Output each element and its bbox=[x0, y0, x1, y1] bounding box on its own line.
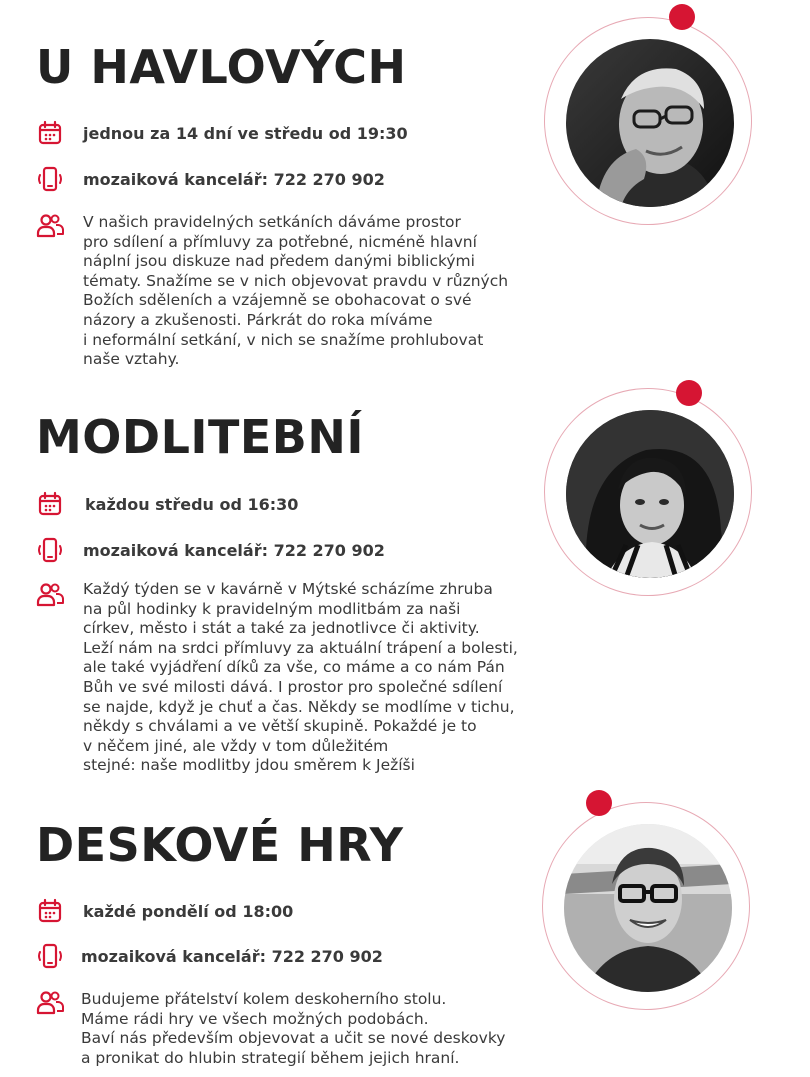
calendar-icon bbox=[36, 897, 64, 925]
description-line: Každý týden se v kavárně v Mýtské scházíme zhruba bbox=[83, 580, 493, 598]
phone-icon bbox=[36, 165, 64, 193]
portrait-photo bbox=[564, 824, 732, 992]
contact-row bbox=[36, 536, 64, 564]
people-icon bbox=[36, 988, 64, 1016]
schedule-text: jednou za 14 dní ve středu od 19:30 bbox=[83, 124, 408, 143]
description-text bbox=[83, 213, 553, 370]
description-line: náplní jsou diskuze nad předem danými biblickými bbox=[83, 252, 475, 271]
accent-dot bbox=[586, 790, 612, 816]
description-text bbox=[83, 580, 553, 776]
description-row bbox=[36, 211, 64, 239]
contact-text: mozaiková kancelář: 722 270 902 bbox=[83, 170, 385, 189]
description-line: Leží nám na srdci přímluvy za aktuální trápení a bolesti, bbox=[83, 638, 518, 657]
people-icon bbox=[36, 211, 64, 239]
description-line: ale také vyjádření díků za vše, co máme a co nám Pán bbox=[83, 658, 505, 677]
description-line: naše vztahy. bbox=[83, 350, 180, 369]
portrait-photo bbox=[566, 410, 734, 578]
section-title: MODLITEBNÍ bbox=[36, 410, 364, 464]
contact-text: mozaiková kancelář: 722 270 902 bbox=[83, 541, 385, 560]
calendar-icon bbox=[36, 119, 64, 147]
schedule-text: každé pondělí od 18:00 bbox=[83, 902, 294, 921]
description-line: se najde, když je chuť a čas. Někdy se modlíme v tichu, bbox=[83, 697, 515, 716]
description-line: V našich pravidelných setkáních dáváme prostor bbox=[83, 213, 461, 231]
description-text bbox=[81, 990, 551, 1068]
description-line: pro sdílení a přímluvy za potřebné, nicméně hlavní bbox=[83, 232, 477, 251]
phone-icon bbox=[36, 942, 64, 970]
description-line: Budujeme přátelství kolem deskoherního stolu. bbox=[81, 990, 447, 1008]
contact-row bbox=[36, 942, 64, 970]
schedule-row bbox=[36, 490, 64, 518]
description-line: i neformální setkání, v nich se snažíme prohlubovat bbox=[83, 330, 484, 349]
description-line: na půl hodinky k pravidelným modlitbám za naši bbox=[83, 599, 461, 618]
description-line: církev, město i stát a také za jednotlivce či aktivity. bbox=[83, 619, 480, 638]
group-section-modlitebni bbox=[0, 380, 810, 790]
schedule-text: každou středu od 16:30 bbox=[85, 495, 299, 514]
section-title: U HAVLOVÝCH bbox=[36, 40, 407, 94]
description-line: a pronikat do hlubin strategií během jejich hraní. bbox=[81, 1048, 460, 1067]
description-line: někdy s chválami a ve větší skupině. Pokaždé je to bbox=[83, 717, 477, 736]
description-line: v něčem jiné, ale vždy v tom důležitém bbox=[83, 736, 389, 755]
schedule-row bbox=[36, 897, 64, 925]
description-line: Božích sděleních a vzájemně se obohacovat o své bbox=[83, 291, 472, 310]
accent-dot bbox=[676, 380, 702, 406]
description-line: stejné: naše modlitby jdou směrem k Ježíši bbox=[83, 756, 415, 775]
description-row bbox=[36, 988, 64, 1016]
contact-text: mozaiková kancelář: 722 270 902 bbox=[81, 947, 383, 966]
people-icon bbox=[36, 580, 64, 608]
description-line: tématy. Snažíme se v nich objevovat pravdu v různých bbox=[83, 271, 509, 290]
description-line: Máme rádi hry ve všech možných podobách. bbox=[81, 1009, 429, 1028]
group-section-havlovych bbox=[0, 0, 810, 380]
schedule-row bbox=[36, 119, 64, 147]
contact-row bbox=[36, 165, 64, 193]
phone-icon bbox=[36, 536, 64, 564]
section-title: DESKOVÉ HRY bbox=[36, 818, 404, 872]
portrait-photo bbox=[566, 39, 734, 207]
description-line: názory a zkušenosti. Párkrát do roka míváme bbox=[83, 310, 433, 329]
calendar-icon bbox=[36, 490, 64, 518]
description-line: Bůh ve své milosti dává. I prostor pro společné sdílení bbox=[83, 677, 503, 696]
accent-dot bbox=[669, 4, 695, 30]
description-line: Baví nás především objevovat a učit se nové deskovky bbox=[81, 1029, 506, 1048]
description-row bbox=[36, 580, 64, 608]
group-section-deskove-hry bbox=[0, 790, 810, 1077]
